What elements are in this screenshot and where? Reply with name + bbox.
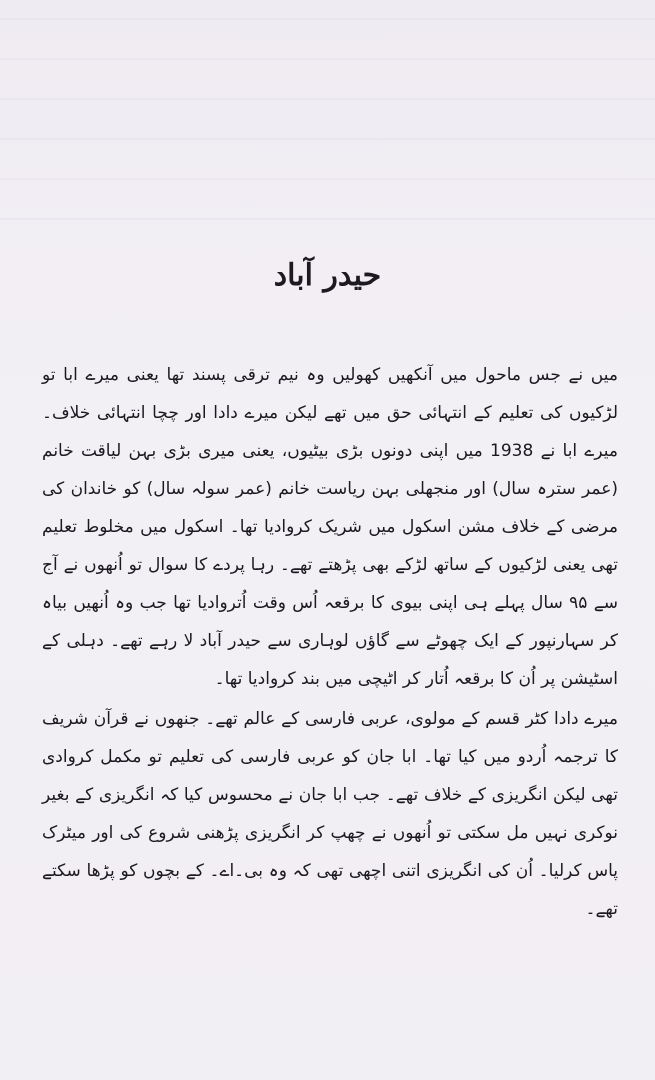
show-through-background: [0, 0, 655, 220]
chapter-heading: حیدر آباد: [273, 258, 382, 293]
paragraph-2: میرے دادا کٹر قسم کے مولوی، عربی فارسی کے عالم تھے۔ جنھوں نے قرآن شریف کا ترجمہ اُردو میں کیا تھا۔ ابا جان کو عربی فارسی کی تعلیم تو مکمل کروادی تھی لیکن انگریزی کے خلاف تھے۔ جب ابا جان نے محسوس کیا کہ انگریزی کے بغیر نوکری نہیں مل سکتی تو اُنھوں نے چھپ کر انگریزی پڑھنی شروع کی اور میٹرک پاس کرلیا۔ اُن کی انگریزی اتنی اچھی تھی کہ وہ بی۔اے۔ کے بچوں کو پڑھا سکتے تھے۔: [42, 709, 618, 919]
paragraph-1: میں نے جس ماحول میں آنکھیں کھولیں وہ نیم ترقی پسند تھا یعنی میرے ابا تو لڑکیوں کی تعلیم کے انتہائی حق میں تھے لیکن میرے دادا اور چچا انتہائی خلاف۔ میرے ابا نے 1938 میں اپنی دونوں بڑی بیٹیوں، یعنی میری بڑی بہن لیاقت خانم (عمر سترہ سال) اور منجھلی بہن ریاست خانم (عمر سولہ سال) کو خاندان کی مرضی کے خلاف مشن اسکول میں شریک کروادیا تھا۔ اسکول میں مخلوط تعلیم تھی یعنی لڑکیوں کے ساتھ لڑکے بھی پڑھتے تھے۔ رہا پردے کا سوال تو اُنھوں نے آج سے ۹۵ سال پہلے ہی اپنی بیوی کا برقعہ اُس وقت اُتروادیا تھا جب وہ اُنھیں بیاہ کر سہارنپور کے ایک چھوٹے سے گاؤں لوہاری سے حیدر آباد لا رہے تھے۔ دہلی کے اسٹیشن پر اُن کا برقعہ اُتار کر اٹیچی میں بند کروادیا تھا۔: [42, 365, 619, 689]
body-text: [42, 356, 618, 930]
